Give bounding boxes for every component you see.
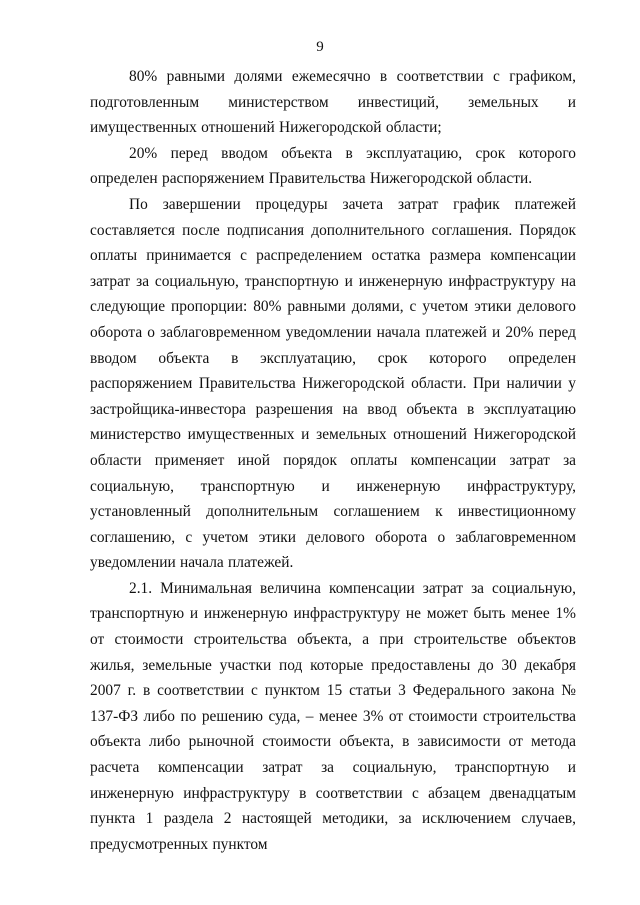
paragraph-minimum-compensation: 2.1. Минимальная величина компенсации затрат за социальную, транспортную и инженерную инфраструктуру не может быть менее 1% от стоимости строительства объекта, а при строительстве объектов жилья, земельные участки под которые предоставлены до 30 декабря 2007 г. в соответствии с пунктом 15 статьи 3 Федерального закона № 137-ФЗ либо по решению суда, – менее 3% от стоимости строительства объекта либо рыночной стоимости объекта, в зависимости от метода расчета компенсации затрат за социальную, транспортную и инженерную инфраструктуру в соответствии с абзацем двенадцатым пункта 1 раздела 2 настоящей методики, за исключением случаев, предусмотренных пунктом bbox=[90, 579, 576, 853]
page-number: 9 bbox=[316, 39, 324, 55]
paragraph-payment-schedule: По завершении процедуры зачета затрат график платежей составляется после подписания дополнительного соглашения. Порядок оплаты принимается с распределением остатка размера компенсации затрат за социальную, транспортную и инженерную инфраструктуру на следующие пропорции: 80% равными долями, с учетом этики делового оборота о заблаговременном уведомлении начала платежей и 20% перед вводом объекта в эксплуатацию, срок которого определен распоряжением Правительства Нижегородской области. При наличии у застройщика-инвестора разрешения на ввод объекта в эксплуатацию министерство имущественных и земельных отношений Нижегородской области применяет иной порядок оплаты компенсации затрат за социальную, транспортную и инженерную инфраструктуру, установленный дополнительным соглашением к инвестиционному соглашению, с учетом этики делового оборота о заблаговременном уведомлении начала платежей. bbox=[90, 195, 576, 572]
document-body bbox=[90, 64, 576, 857]
paragraph-payment-80-percent: 80% равными долями ежемесячно в соответствии с графиком, подготовленным министерством инвестиций, земельных и имущественных отношений Нижегородской области; bbox=[90, 68, 576, 137]
paragraph-payment-20-percent: 20% перед вводом объекта в эксплуатацию, срок которого определен распоряжением Правительства Нижегородской области. bbox=[90, 144, 576, 188]
